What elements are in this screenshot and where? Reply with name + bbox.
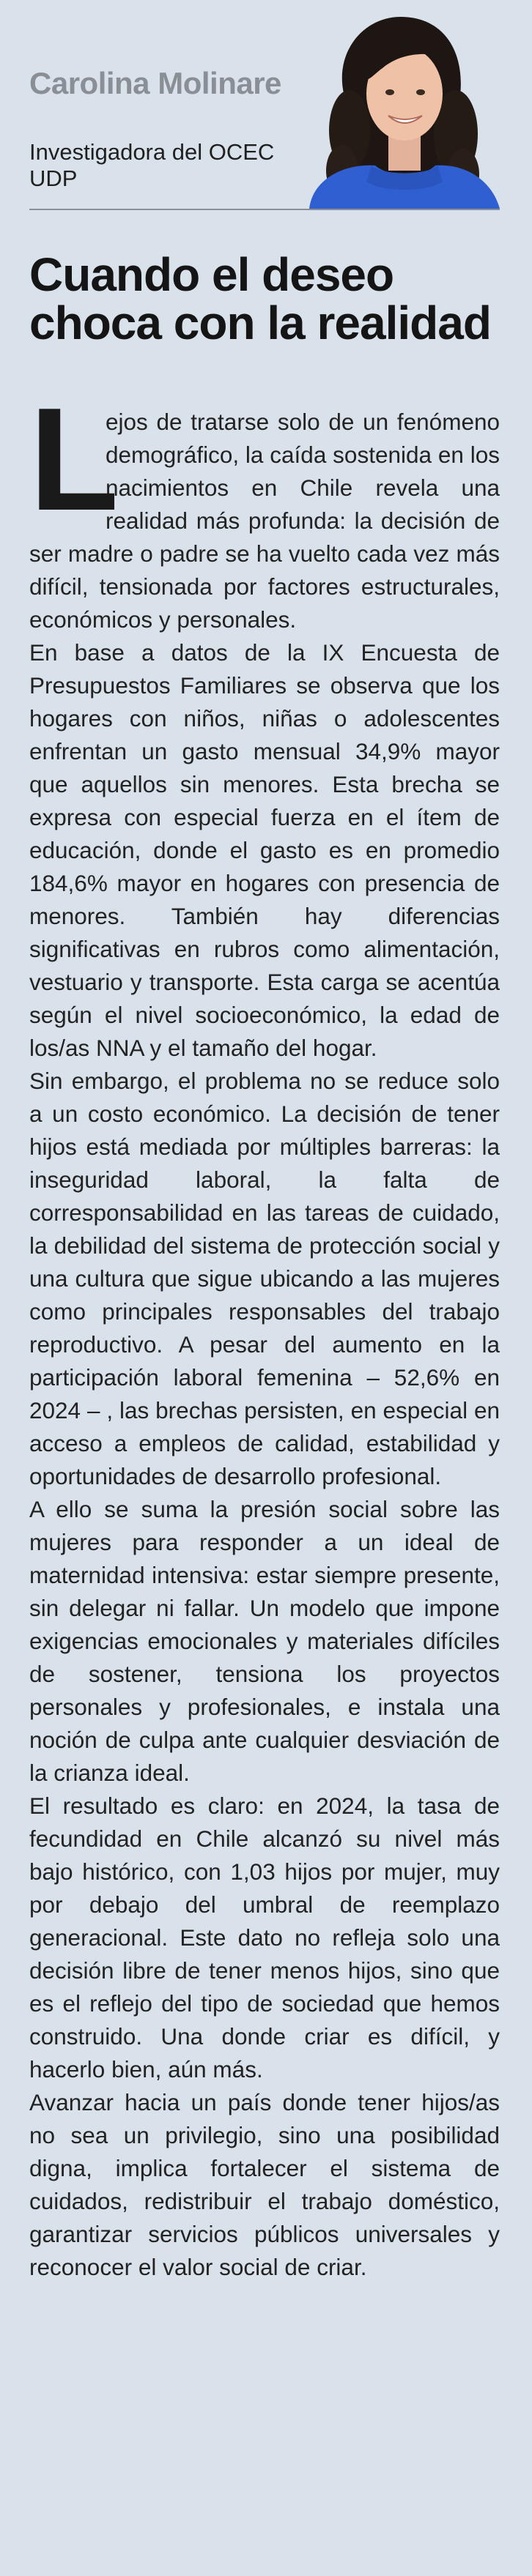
paragraph: ejos de tratarse solo de un fenómeno demográfico, la caída sostenida en los nacimientos en Chile revela una realidad más profunda: la decisión de ser madre o padre se ha vuelto cada vez más difícil, tensionada por factores estructurales, económicos y personales. (29, 409, 500, 633)
author-photo (280, 13, 500, 209)
author-role: Investigadora del OCEC UDP (29, 139, 275, 191)
author-name: Carolina Molinare (29, 66, 281, 100)
paragraph: El resultado es claro: en 2024, la tasa de fecundidad en Chile alcanzó su nivel más bajo histórico, con 1,03 hijos por mujer, muy por debajo del umbral de reemplazo generacional. Este dato no refleja solo una decisión libre de tener menos hijos, sino que es el reflejo del tipo de sociedad que hemos construido. Una donde criar es difícil, y hacerlo bien, aún más. (29, 1793, 500, 2082)
author-header (29, 0, 500, 210)
paragraph: A ello se suma la presión social sobre las mujeres para responder a un ideal de maternidad intensiva: estar siempre presente, sin delegar ni fallar. Un modelo que impone exigencias emocionales y materiales difíciles de sostener, tensiona los proyectos personales y profesionales, e instala una noción de culpa ante cualquier desviación de la crianza ideal. (29, 1496, 500, 1786)
paragraph: Avanzar hacia un país donde tener hijos/as no sea un privilegio, sino una posibilidad digna, implica fortalecer el sistema de cuidados, redistribuir el trabajo doméstico, garantizar servicios públicos universales y reconocer el valor social de criar. (29, 2089, 500, 2280)
article-body (29, 378, 500, 2284)
drop-cap-letter: L (29, 378, 119, 541)
headline: Cuando el deseo choca con la realidad (29, 248, 491, 349)
paragraph: En base a datos de la IX Encuesta de Presupuestos Familiares se observa que los hogares con niños, niñas o adolescentes enfrentan un gasto mensual 34,9% mayor que aquellos sin menores. Esta brecha se expresa con especial fuerza en el ítem de educación, donde el gasto es en promedio 184,6% mayor en hogares con presencia de menores. También hay diferencias significativas en rubros como alimentación, vestuario y transporte. Esta carga se acentúa según el nivel socioeconómico, la edad de los/as NNA y el tamaño del hogar. (29, 639, 500, 1061)
paragraph: Sin embargo, el problema no se reduce solo a un costo económico. La decisión de tener hijos está mediada por múltiples barreras: la inseguridad laboral, la falta de corresponsabilidad en las tareas de cuidado, la debilidad del sistema de protección social y una cultura que sigue ubicando a las mujeres como principales responsables del trabajo reproductivo. A pesar del aumento en la participación laboral femenina – 52,6% en 2024 – , las brechas persisten, en especial en acceso a empleos de calidad, estabilidad y oportunidades de desarrollo profesional. (29, 1068, 500, 1489)
drop-cap (29, 378, 119, 541)
